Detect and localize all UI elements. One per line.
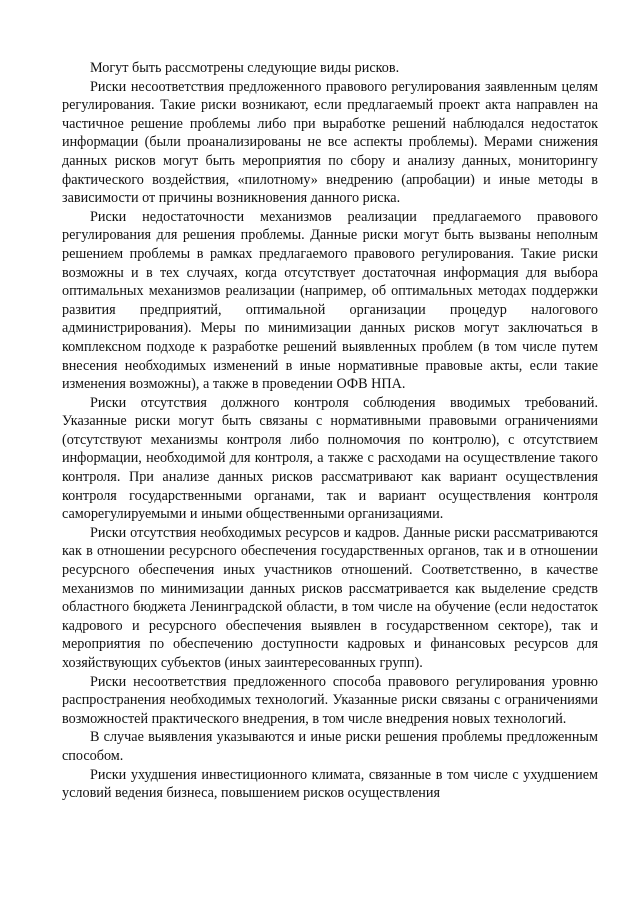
- document-body: [62, 59, 598, 803]
- paragraph-investment-climate-risks: Риски ухудшения инвестиционного климата, связанные в том числе с ухудшением условий ведения бизнеса, повышением рисков осуществления: [62, 766, 598, 802]
- paragraph-risk-types-intro: Могут быть рассмотрены следующие виды рисков.: [90, 60, 400, 76]
- paragraph-regulation-mismatch-risks: Риски несоответствия предложенного правового регулирования заявленным целям регулирования. Такие риски возникают, если предлагаемый проект акта направлен на частичное решение проблемы либо при выработке решений наблюдался недостаток информации (были проанализированы не все аспекты проблемы). Мерами снижения данных рисков могут быть мероприятия по сбору и анализу данных, мониторингу фактического воздействия, «пилотному» внедрению (апробации) и иные методы в зависимости от причины возникновения данного риска.: [62, 78, 598, 207]
- paragraph-technology-mismatch-risks: Риски несоответствия предложенного способа правового регулирования уровню распространения необходимых технологий. Указанные риски связаны с ограничениями возможностей практического внедрения, в том числе внедрения новых технологий.: [62, 673, 598, 727]
- paragraph-lack-of-control-risks: Риски отсутствия должного контроля соблюдения вводимых требований. Указанные риски могут быть связаны с нормативными правовыми ограничениями (отсутствуют механизмы контроля либо полномочия по контролю), с отсутствием информации, необходимой для контроля, а также с расходами на осуществление такого контроля. При анализе данных рисков рассматривают как вариант осуществления контроля государственными органами, так и вариант осуществления контроля саморегулируемыми и иными общественными организациями.: [62, 394, 598, 523]
- paragraph-other-risks: В случае выявления указываются и иные риски решения проблемы предложенным способом.: [62, 729, 598, 764]
- paragraph-insufficient-mechanisms-risks: Риски недостаточности механизмов реализации предлагаемого правового регулирования для решения проблемы. Данные риски могут быть вызваны неполным решением проблемы в рамках предлагаемого правового регулирования. Такие риски возможны и в тех случаях, когда отсутствует достаточная информация для выбора оптимальных механизмов реализации (например, об оптимальных методах поддержки развития предприятий, оптимальной организации процедур налогового администрирования). Меры по минимизации данных рисков могут заключаться в комплексном подходе к разработке решений выявленных проблем (в том числе путем внесения необходимых изменений в иные нормативные правовые акты, если такие изменения возможны), а также в проведении ОФВ НПА.: [62, 208, 598, 393]
- paragraph-lack-of-resources-risks: Риски отсутствия необходимых ресурсов и кадров. Данные риски рассматриваются как в отношении ресурсного обеспечения государственных органов, так и в отношении ресурсного обеспечения иных участников отношений. Соответственно, в качестве механизмов по минимизации данных рисков рассматривается как выделение средств областного бюджета Ленинградской области, в том числе на обучение (если недостаток кадрового и ресурсного обеспечения выявлен в государственном секторе), так и мероприятия по обеспечению доступности кадровых и финансовых ресурсов для хозяйствующих субъектов (иных заинтересованных групп).: [62, 524, 598, 671]
